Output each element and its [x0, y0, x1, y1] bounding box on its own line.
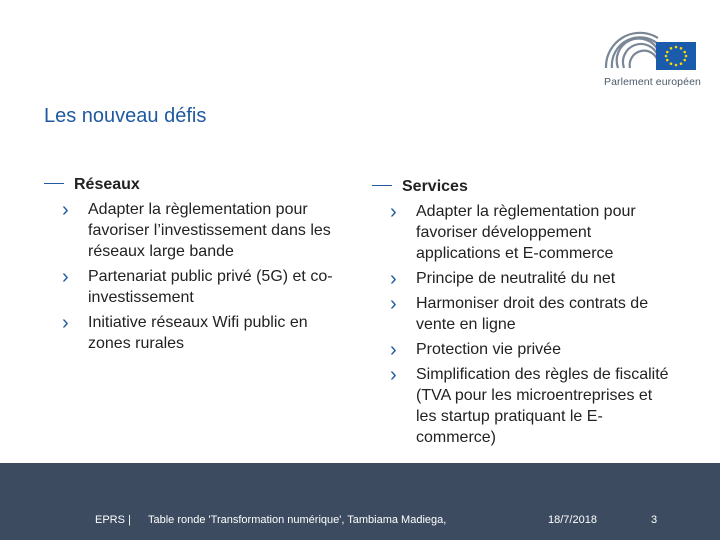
page-number: 3	[651, 514, 658, 526]
slide-title: Les nouveau défis	[44, 105, 207, 127]
european-parliament-logo	[600, 20, 704, 92]
chevron-right-icon: ›	[62, 266, 69, 288]
list-item: › Adapter la règlementation pour favoriser développement applications et E-commerce	[390, 201, 636, 262]
list-item: › Partenariat public privé (5G) et co-investissement	[62, 266, 333, 306]
column-heading	[44, 174, 344, 196]
chevron-right-icon: ›	[390, 364, 397, 386]
list-item: › Harmoniser droit des contrats de vente en ligne	[390, 293, 649, 333]
column-reseaux	[44, 174, 344, 358]
footer-event: Table ronde 'Transformation numérique', Tambiama Madiega,	[148, 514, 447, 526]
list-item: › Adapter la règlementation pour favoriser l’investissement dans les réseaux large bande	[62, 199, 331, 260]
logo-text: Parlement européen	[604, 76, 701, 88]
dash-icon	[372, 185, 392, 186]
heading-text: Réseaux	[74, 176, 140, 193]
bullet-list	[44, 199, 344, 354]
footer-org: EPRS |	[95, 514, 131, 526]
chevron-right-icon: ›	[62, 199, 69, 221]
dash-icon	[44, 183, 64, 184]
chevron-right-icon: ›	[62, 312, 69, 334]
list-item: › Simplification des règles de fiscalité (TVA pour les microentreprises et les startup pratiquant le E-commerce)	[390, 364, 669, 446]
chevron-right-icon: ›	[390, 201, 397, 223]
list-item: › Principe de neutralité du net	[390, 268, 616, 290]
list-item: › Protection vie privée	[390, 339, 561, 361]
footer-bar	[0, 463, 720, 540]
list-item: › Initiative réseaux Wifi public en zones rurales	[62, 312, 308, 352]
heading-text: Services	[402, 178, 468, 195]
chevron-right-icon: ›	[390, 339, 397, 361]
column-heading	[372, 176, 672, 198]
european-parliament-emblem-icon	[600, 20, 704, 76]
column-services	[372, 176, 672, 452]
footer-date: 18/7/2018	[548, 514, 597, 526]
bullet-list	[372, 201, 672, 448]
chevron-right-icon: ›	[390, 268, 397, 290]
chevron-right-icon: ›	[390, 293, 397, 315]
